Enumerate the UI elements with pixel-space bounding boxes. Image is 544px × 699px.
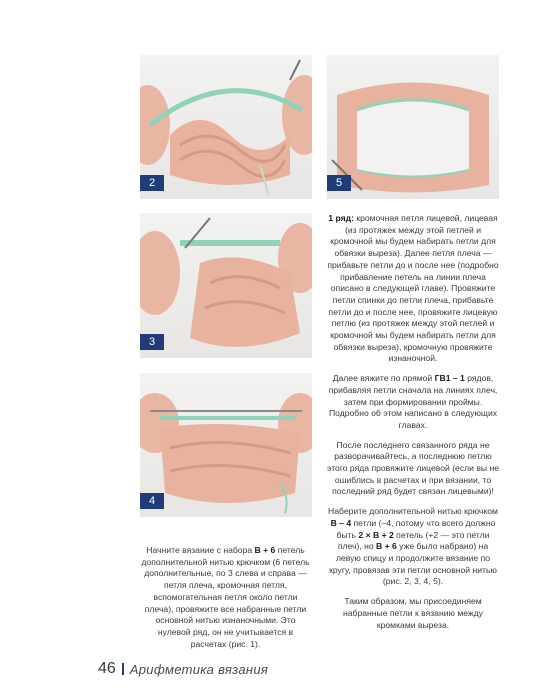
page-number: 46 (98, 660, 116, 677)
right-paragraph-4: Наберите дополнительной нитью крючком В – 4 петли (–4, потому что всего должно быть 2 × В + 2 петель (+2 — это петли плеч), но В + 6 уже было набрано) на левую спицу и продолжите вязание по кругу, провязав эти петли основной нитью (рис. 2, 3, 4, 5). (328, 506, 498, 587)
knitting-illustration (140, 213, 312, 358)
photo-number-badge: 4 (140, 493, 164, 509)
page-footer (98, 660, 268, 678)
right-paragraph-3: После последнего связанного ряда не разворачивайтесь, а последнюю петлю этого ряда провяжите лицевой (если вы не ошиблись в расчетах и при вязании, то последний ряд будет связан лицевыми)! (327, 439, 499, 497)
book-title: Арифметика вязания (129, 661, 269, 677)
photo-number-badge: 2 (140, 175, 164, 191)
right-paragraph-5: Таким образом, мы присоединяем набранные петли к вязанию между кромками выреза. (343, 596, 483, 630)
photo-4 (140, 373, 312, 517)
right-text-column (327, 213, 499, 639)
photo-3 (140, 213, 312, 358)
photo-2 (140, 55, 312, 199)
photo-number-badge: 3 (140, 334, 164, 350)
left-text-column (140, 545, 311, 658)
photo-number-badge: 5 (327, 175, 351, 191)
footer-separator (122, 663, 124, 675)
left-paragraph-1: Начните вязание с набора В + 6 петель дополнительной нитью крючком (6 петель дополнительные, по 3 слева и справа — петля плеча, кромочная петля, вспомогательная петля около петли плеча), провяжите все набранные петли основной нитью изнаночными. Это нулевой ряд, он не учитывается в расчетах (рис. 1). (141, 545, 310, 649)
knitting-illustration (140, 373, 312, 517)
knitting-illustration (327, 55, 499, 199)
knitting-illustration (140, 55, 312, 199)
photo-5 (327, 55, 499, 199)
right-paragraph-2: Далее вяжите по прямой ГВ1 – 1 рядов, прибавляя петли сначала на линиях плеч, затем при формировании проймы. Подробно об этом написано в следующих главах. (328, 373, 498, 430)
right-paragraph-1: 1 ряд: кромочная петля лицевой, лицевая (из протяжек между этой петлей и кромочной мы будем набирать петли для обвязки выреза). Далее петля плеча — прибавьте петли до и после нее (подробно прибавление петель на линии плеча описано в следующей главе). Провяжите петли спинки до петли плеча, прибавьте петли до и после нее, провяжите лицевую петлю (из протяжек между этой петлей и кромочной мы будем набирать петли для обвязки выреза), кромочную провяжите изнаночной. (327, 213, 499, 364)
